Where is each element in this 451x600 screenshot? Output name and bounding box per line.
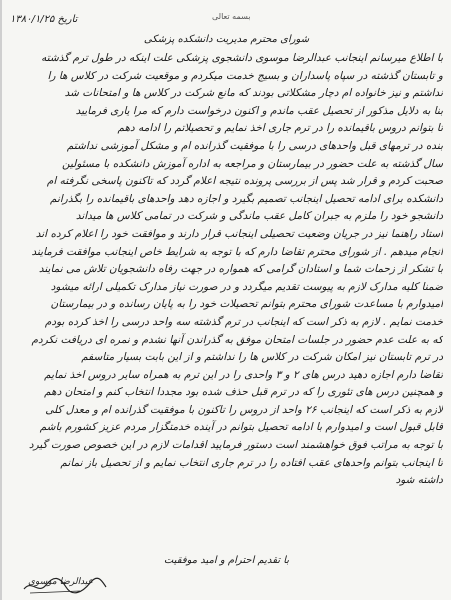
letter-line: با تشکر از زحمات شما و استادان گرامی که همواره در جهت رفاه دانشجویان تلاش می نمایند (38, 263, 443, 276)
letter-line: خدمت نمایم . لازم به ذکر است که اینجانب در ترم گذشته سه واحد درسی را اخذ کرده بودم (44, 315, 443, 328)
letter-line: تا بتوانم دروس باقیمانده را در ترم جاری اخذ نمایم و تحصیلاتم را ادامه دهم (117, 122, 443, 135)
letter-line: ضمنا کلیه مدارک لازم به پیوست تقدیم میگردد و در صورت نیاز مدارک تکمیلی ارائه میشود (50, 280, 443, 293)
letter-line: بنا به دلایل مذکور از تحصیل عقب ماندم و اکنون درخواست دارم که مرا یاری فرمایید (75, 104, 443, 117)
letter-line: صحبت کردم و قرار شد پس از بررسی پرونده نتیجه اعلام گردد که تاکنون پاسخی نگرفته ام (46, 175, 443, 188)
letter-line: دانشکده برای ادامه تحصیل اینجانب تصمیم بگیرد و اجازه دهد واحدهای باقیمانده را بگذرانم (49, 192, 443, 205)
letter-line: داشته شود (395, 474, 443, 487)
letter-line: در ترم تابستان نیز امکان شرکت در کلاس ها را نداشتم و از این بابت بسیار متاسفم (81, 351, 443, 364)
letter-line: دانشجو خود را ملزم به جبران کامل عقب ماندگی و شرکت در تمامی کلاس ها میداند (75, 210, 443, 223)
letter-line: تقاضا دارم اجازه دهید درس های ۲ و ۳ واحدی را در این ترم به همراه سایر دروس اخذ نمایم (44, 368, 443, 381)
letter-line: با اطلاع میرسانم اینجانب عبدالرضا موسوی دانشجوی پزشکی علت اینکه در طول ترم گذشته (41, 52, 443, 64)
letter-line: امیدوارم با مساعدت شورای محترم بتوانم تحصیلات خود را به پایان رسانده و در بیمارستان (50, 298, 443, 311)
letter-line: که به علت عدم حضور در جلسات امتحان موفق به گذراندن آنها نشدم و نمره ای دریافت نکردم (31, 333, 443, 346)
letter-line: استاد راهنما نیز در جریان وضعیت تحصیلی اینجانب قرار دارند و موافقت خود را اعلام کرده اند (35, 227, 443, 240)
letter-line: لازم به ذکر است که اینجانب ۲۶ واحد از دروس را تاکنون با موفقیت گذرانده ام و معدل کلی (45, 403, 443, 416)
letter-line: سال گذشته به علت حضور در بیمارستان و مراجعه به اداره آموزش دانشکده با مسئولین (61, 157, 443, 170)
letter-line: با توجه به مراتب فوق خواهشمند است دستور فرمایید اقدامات لازم در این خصوص صورت گیرد (28, 439, 443, 452)
header-invocation: بسمه تعالی (212, 12, 251, 21)
letter-line: بنده در ترمهای قبل واحدهای درسی را با موفقیت گذرانده ام و مشکل آموزشی نداشتم (66, 139, 443, 152)
signature-name: عبدالرضا موسوی (28, 577, 93, 587)
letter-closing: با تقدیم احترام و امید موفقیت (163, 555, 290, 566)
letter-salutation: شورای محترم مدیریت دانشکده پزشکی (143, 34, 310, 45)
letter-line: و همچنین درس های تئوری را که در ترم قبل حذف شده بود مجددا انتخاب کنم و امتحان دهم (44, 386, 443, 399)
letter-line: نداشتم و نیز خانواده ام دچار مشکلاتی بودند که مانع شرکت در کلاس ها و امتحانات شد (64, 87, 443, 100)
letter-body (12, 50, 443, 490)
letter-line: انجام میدهم . از شورای محترم تقاضا دارم که با توجه به شرایط خاص اینجانب موافقت فرمایند (31, 245, 443, 258)
letter-date: تاریخ ۱۳۸۰/۱/۲۵ (10, 14, 78, 25)
letter-line: قابل قبول است و امیدوارم با ادامه تحصیل بتوانم در آینده خدمتگزار مردم عزیز کشورم باشم (39, 421, 443, 434)
letter-line: و تابستان گذشته در سپاه پاسداران و بسیج خدمت میکردم و موقعیت شرکت در کلاس ها را (47, 69, 443, 82)
letter-line: تا اینجانب بتوانم واحدهای عقب افتاده را در ترم جاری انتخاب نمایم و از تحصیل باز نمانم (60, 456, 443, 469)
